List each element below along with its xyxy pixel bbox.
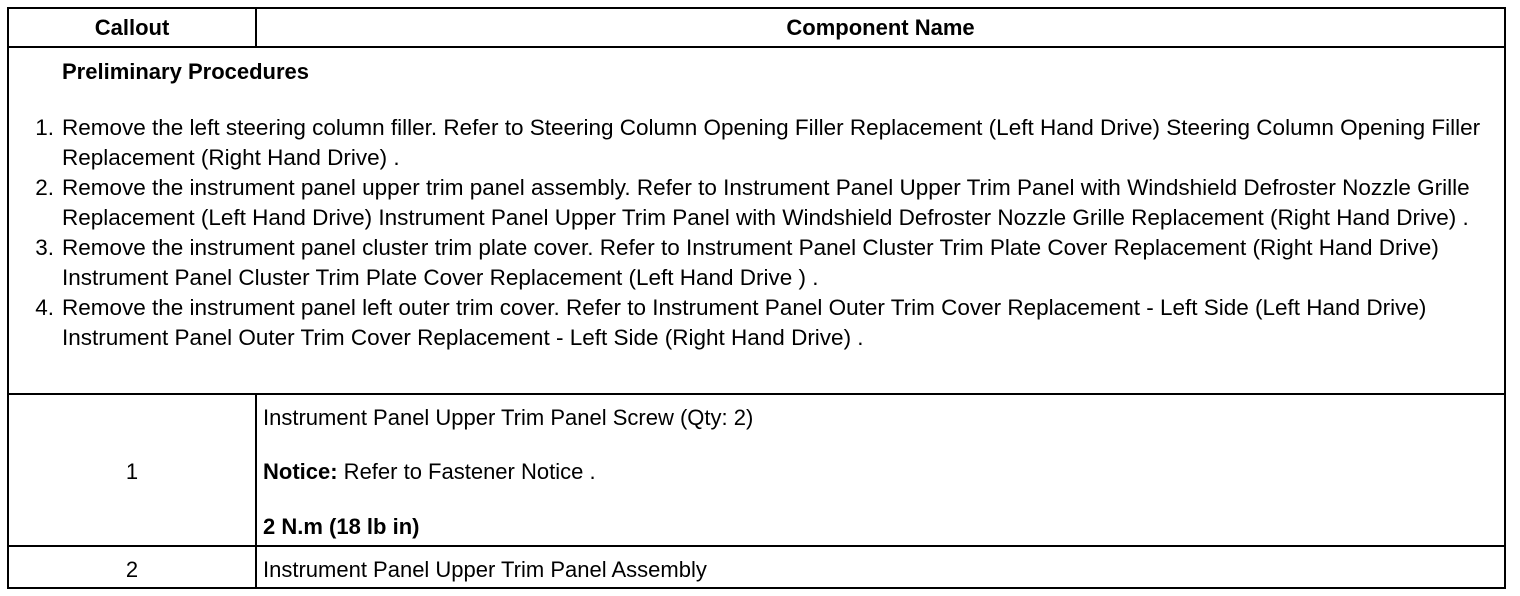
column-divider: [255, 393, 257, 589]
step-number: 3.: [35, 235, 54, 260]
notice-line: [263, 459, 596, 485]
procedure-step: [24, 293, 1494, 353]
step-text: Remove the instrument panel left outer trim cover. Refer to Instrument Panel Outer Trim Cover Replacement - Left Side (Left Hand Drive) Instrument Panel Outer Trim Cover Replacement - Left Side (Right Hand Drive) .: [62, 295, 1427, 350]
header-component-name: Component Name: [786, 15, 975, 40]
procedure-steps: [24, 113, 1494, 353]
callout-cell: 2: [125, 557, 139, 582]
notice-label: Notice:: [263, 459, 338, 484]
component-name: Instrument Panel Upper Trim Panel Screw (Qty: 2): [263, 405, 754, 430]
procedure-step: [24, 113, 1494, 173]
step-text: Remove the instrument panel cluster trim plate cover. Refer to Instrument Panel Cluster Trim Plate Cover Replacement (Right Hand Drive) Instrument Panel Cluster Trim Plate Cover Replacement (Left Hand Drive ) .: [62, 235, 1439, 290]
step-number: 2.: [35, 175, 54, 200]
header-callout: Callout: [94, 15, 170, 40]
procedures-divider: [7, 393, 1506, 395]
row-divider: [7, 545, 1506, 547]
header-divider: [7, 46, 1506, 48]
callout-cell: 1: [125, 459, 139, 484]
procedure-step: [24, 173, 1494, 233]
torque-spec: 2 N.m (18 lb in): [263, 514, 420, 539]
step-number: 1.: [35, 115, 54, 140]
preliminary-procedures-title: Preliminary Procedures: [62, 59, 310, 84]
notice-text: Refer to Fastener Notice .: [337, 459, 596, 484]
step-number: 4.: [35, 295, 54, 320]
component-name: Instrument Panel Upper Trim Panel Assembly: [263, 557, 707, 582]
step-text: Remove the left steering column filler. Refer to Steering Column Opening Filler Replacement (Left Hand Drive) Steering Column Opening Filler Replacement (Right Hand Drive) .: [62, 115, 1481, 170]
step-text: Remove the instrument panel upper trim panel assembly. Refer to Instrument Panel Upper Trim Panel with Windshield Defroster Nozzle Grille Replacement (Left Hand Drive) Instrument Panel Upper Trim Panel with Windshield Defroster Nozzle Grille Replacement (Right Hand Drive) .: [62, 175, 1470, 230]
procedure-step: [24, 233, 1494, 293]
